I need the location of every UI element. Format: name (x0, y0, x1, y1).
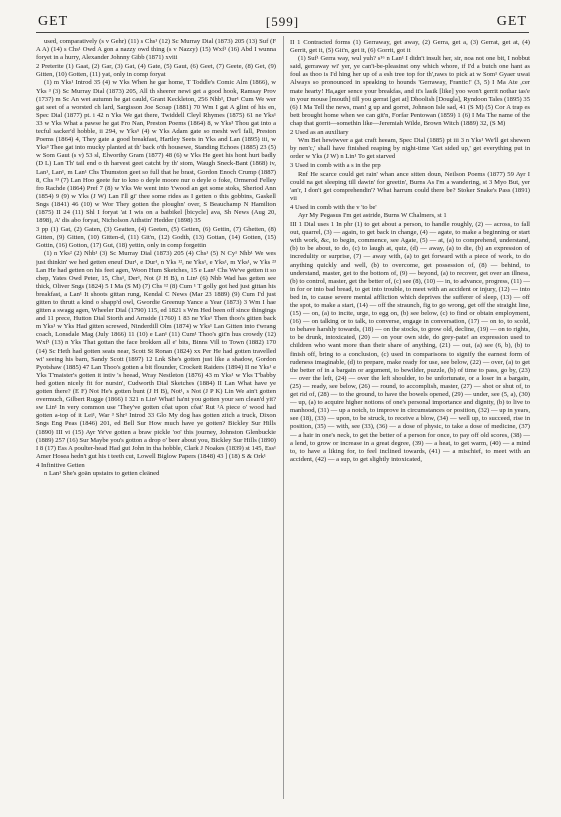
paragraph: 2 Used as an auxiliary (290, 129, 349, 137)
left-column (36, 38, 276, 799)
paragraph: 4 Infinitive Getten (36, 461, 85, 469)
paragraph: (1) m Yks¹ Introd 35 (4) w Yks When he gar home, T Toddle's Comic Alm (1866), w Yks ³ (3) Sc Murray Dial (1873) 205, All th sheerer newi get a good hook, Ramsay Prov (1737) m Sc An wet autumn he gat cauld, Grant Keckleton, 256 Nhb¹, Dur¹ Cum We wer gat seet of a worsted ch lard, Sargisson Joe Scoap (1881) 70 Wm I gat A glint of his en, Spec Dial (1877) pt. i 42 n Yks We gat there, Twiddell Cleyl Rhymes (1875) 61 ne Yks¹ 33 w Yks What a pawse he gat Fro Nan, Preston Poems (1864) 8, w Yks³ Thou gat into a tecful sacker'd hobble, ii 294, w Yks⁵ (4) w Yks Adam gate so mesht we'l fall, Preston Poems (1864) 4, They gate a good breakfast, Hartley Seets in Yks and Lan (1895) iii, w Yks³ Thee gat into mucky planted at th' back o'th housewe, Standing Echoes (1885) 23 (5) w Som Gaut (s v) 53 sl, Elworthy Gram (1877) 48 (6) w Yks He geet his hont hurt badly (D L) Lan Th' tail end o th harvest geet catcht by th' stom, Waugh Sneck-Bant (1868) iv, Lan¹, Lan¹, m Lan¹ Chs Thumston geet so full that he brast, Gordon Enoch Crump (1887) 8, Chs ¹³ (7) Lan Hoo geete fur to kno o deyle moore nur o deyle o foke, Ormerod Felley fro Rachde (1864) Pref 7 (8) w Yks We went into 't'wood an get some stoks, Sheriod Ann (1854) 9 (9) w Yks (J W) Lan I'll gi' thee some rides as I getten o this gobbins, Gaskell Sngs (1841) 46 (10) w Wor They gotten the ploughn' over, S Beauchamp N Hamilton (1875) II 24 (11) Shl I foryat 'at I wis on a baibikel [bicycle] ava, Sh News (Aug 20, 1898), A' dis abo foryat, Nicholson Aithstin' Hedder (1898) 35 (36, 79, 276, 225)
paragraph: n Lan¹ She's goän upstairs to getten cleäned (44, 469, 160, 477)
page-number: [599] (265, 14, 300, 29)
paragraph: Wm Bet hewiwver a gat craft heeam, Spec Dial (1885) pt iii 3 n Yks¹ We'll get shewen by nen'c,' shall have finished reaping by night-time 'Get sided up,' get everything put in order w Yks (J W) n Lin¹ To get starved (290, 137, 530, 161)
running-header (38, 14, 527, 32)
paragraph: II 1 Contracted forms (1) Gerraway, get away, (2) Gerra, get a, (3) Gerrat, get at, (4) Gerrit, get it, (5) Git'n, get it, (6) Gorrit, got it (290, 39, 530, 55)
paragraph: III 1 Dial uses 1 In phr (1) to get about a person, to handle roughly, (2) — across, to fall out, quarrel, (3) — again, to get back in change, (4) — agate, to make a beginning or start with work, &c, to begin, commence, see Agate, (5) — at, (a) to comprehend, understand, (b) to be about, to do, (c) to laugh at, quiz, (d) — away, (a) to die, (b) an expression of incredulity or surprise, (7) — away with, (a) to get forward with a piece of work, to do anything quickly and well, (b) to overcome, get possession of, (8) — behind, to understand, master, get to the bottom of, (9) — beyond, (a) to recover, get over an illness, (b) to control, master, get the better of, (c) see (8), (10) — in, to advance, progress, (11) — in for or into bad bread, to get into trouble, to meet with an accident or injury, (12) — into bed in, to cause severe mental affliction which deprives the sufferer of sleep, (13) — off the spot, to make a start, (14) — off the straunch, fig to go wrong, get off the straight line, (15) — on, (a) to incite, urge, to egg on, (b) see below, (c) to find or obtain employment, (16) — on talking or to talk, to converse, engage in conversation, (17) — on to, to scold, to behave harshly towards, (18) — on the stocks, to grow old, decline, (19) — on to rights, to be drunk, intoxicated, (20) — on your own side, do grey-pate! an expression used to children who want more than their share of anything, (21) — out, (a) see (6, b), (b) to finish off, bring to a conclusion, (c) used in comparisons to signify the earnest form of rudeness imaginable, (d) to prepare, make ready for use, see below, (22) — over, (a) to get the better of in a bargain or argument, to bewilder, puzzle, (b) of time to pass, go by, (23) — over the left, (24) — over the left shoulder, to be unfortunate, or a loser in a bargain, (25) — ready, see below, (26) — round, to accomplish, master, (27) — shot or shut of, to get rid of, (28) — to the ground, to have the bowels opened, (29) — under, see (5, a), (30) — up, (a) to acquire higher notions of one's personal importance and dignity, (b) to live to manhood, (31) — up a notch, to improve in circumstances or position, (32) — up in years, see (18), (33) — upon, to be struck, to receive a blow, (34) — well up, to succeed, rise in position, (35) — with, see (33), (36) — a dose of physic, to take a dose of medicine, (37) — a hair in one's neck, to get the better of a person for once, to pay off old scores, (38) — a lend, to grow or increase in a great degree, (39) — a heat, to get warm, (40) — a mind to, to have a liking for, to feel inclined towards, (41) — a mischief, to meet with an accident, (42) — a sup, to get slightly intoxicated, (290, 221, 530, 463)
right-column (290, 38, 530, 799)
paragraph: used, comparatively (s v Gehr) (11) s Chs¹ (12) Sc Murray Dial (1873) 205 (13) Suf (F A A) (14) s Chs¹ Owd A gon a nazzy owd thing (s v Nazzy) (15) Wxf¹ (16) Abd I wunna foryet in a hurry, Alexander Johnny Gibb (1871) xviii (36, 38, 276, 62)
paragraph: 2 Preterite (1) Gaat, (2) Gar, (3) Gat, (4) Gate, (5) Gaut, (6) Geet, (7) Geete, (8) Get, (9) Gitten, (10) Gotten, (11) yat, only in comp foryat (36, 63, 276, 79)
header-left-word: GET (38, 14, 69, 29)
paragraph: 3 pp (1) Gat, (2) Gaten, (3) Geatten, (4) Geeten, (5) Getten, (6) Gettin, (7) Ghetten, (8) Gitten, (9) Gitten, (10) Gitten-d, (11) Git'n, (12) Godth, (13) Gottan, (14) Gotten, (15) Gottin, (16) Gotton, (17) Gut, (18) yettin, only in comp forgettin (36, 226, 276, 250)
header-right-word: GET (496, 14, 527, 29)
header-rule (36, 32, 529, 33)
paragraph: (1) n Yks² (2) Nhb¹ (3) Sc Murray Dial (1873) 205 (4) Chs¹ (5) N Cy¹ Nhb¹ We wes just thinkin' we hed getten eneuf Dur¹, e Dur¹, n Yks ¹², ne Yks¹, e Yks¹, m Yks¹, w Yks ²³ Lan He had getten on his feet agen, Woon Hum Sketches, 15 e Lan¹ Chs We've getten it so chep, Yates Owd Peter, 15, Chs¹, Der¹, Not (J H B), n Lin¹ (6) Nhb Wad has getten see thick, Oliver Sngs (1824) 5 I Ma (S M) (7) Chs ¹² (8) Cum ¹ T golly got hed just gittan his breakfast, a Lan¹ It shoots gittan rung, Kendal C News (Mar 23 1889) (9) Cum I'd just gitten to thrutt a kind o shapp'd owl, Gwordie Greenup Yance a Year (1873) 3 Wm I hae gitten a swagg agen, Wheeler Dial (1790) 115, ed 1821 s Wm Hed been off since thingings and 11 prece, Hutton Dial Storth and Arnside (1760) 1 83 ne Yks¹ Then thoo's gitten back m Yks¹ w Yks Had gitten screwed, Ninderdill Olm (1874) w Yks¹ Lan Gitten into t'wrang coach, Lonsdale Mag (July 1866) 11 (10) e Lan¹ (11) Cum¹ Thoo's git'n hus crowdy (12) Wxf¹ (13) n Yks That gottan the face brokken all e' bits, Binns Vill to Town (1882) 170 (14) Sc Heth had gotten seats near, Scott St Ronan (1824) xx Per He had gotten travelled wi' seeing his barn, Sandy Scott (1897) 12 Lnk She's gotten just like a shadow, Gordon Pyotshaw (1885) 47 Lan Thoo's gotten a bit flounder, Crockett Raiders (1894) II ne Yks¹ e Yks T'maister's gotten it intiv 's heead, Wray Nestleton (1876) 43 m Yks¹ w Yks T'babby hed gotten nicely fit for nursin', Cudworth Dial Sketches (1884) II Lan What have ye gotten there? (E F) Not He's gotten bunt (J H B), Not¹, s Not (J P K) Lin We ain't gotten overmuch, Gilbert Rugge (1866) I 321 n Lin¹ What! ha'nt you gotten your sen clean'd yit? sw Lin¹ In very common use 'They've gotten côat upon côat' Rut ¹A piece o' wood had gotten a-top of it Lei¹, War ³ Shr¹ Introd 33 Glo My dog has gotten zitch a truck, Dixon Sngs Eng Peas (1846) 201, ed Bell Sur How much have ye gotten? Bickley Sur Hills (1890) III vi (15) Ayr Ye've gotten a braw pickle 'oo' this journey, Johnston Glenbuckie (1889) 257 (16) Sur Maybe you's gotton a drop o' beer about you, Bickley Sur Hills (1890) I 8 (17) Ess A poulter-head Had gut John in tha hobble, Clark J Noakes (1839) st 145, Ess¹ Amer Hosea hedn't gut his t teeth cut, Lowell Biglow Papers (1848) 43 ] (18) S & Ork¹ (36, 250, 276, 460)
paragraph: 3 Used in comb with a s in the prp (290, 162, 381, 170)
paragraph: (1) Suf¹ Gerra way, wul yuh? s¹⁶ n Lan¹ I didn't insult her, sir, noa not one bit, I nobbut said, gerraway wi' yer, ye can't-be-pleasinst ony which whore, if I'd a butch one hant as foul as thoo is I'd hing her up of a esh tree top for th',raws to pick at w Som¹ Gyaer uwai Always so pronounced in speaking to hounds 'Gerraway, Frantic!' (3, 5) I Ma Ate ,cer mate hearty! Ha,ager sence your breakfas, and it's lasik [like] yoo won't gerrit nothar tas'e in your mouse [mouth] till you gerrat [get at] Dhoolish [Dougla], Ryndoon Tales (1895) 35 (6) I Ma Tell the news, man! g up and gorret, Johnson Isle sad, 41 (S M) (5) Cor A trap es bett brought home when we can git'n, Forfar Pentowan (1859) 1 (6) I Ma The name of the chap that gorrit—somethin like—Jeremiah Wilde, Brown Witch (1889) 32, (S M) (290, 55, 530, 127)
column-divider (283, 36, 284, 799)
paragraph: 4 Used in comb with the v 'to be' (290, 203, 377, 211)
paragraph: Rnf He scarce could get rain' whan ance sitten doun, Neilson Poems (1877) 59 Ayr I could na get sleeping till dawin' for greetin', Burns As I'm a wandering, st 3 Myo But, yer 'an'r, I don't get comprehendin'? What harrum could there be? Stoker Snake's Pass (1891) vii (290, 170, 530, 202)
paragraph: Ayr My Pegasus I'm get astride, Burns W Chalmers, st 1 (298, 211, 447, 219)
